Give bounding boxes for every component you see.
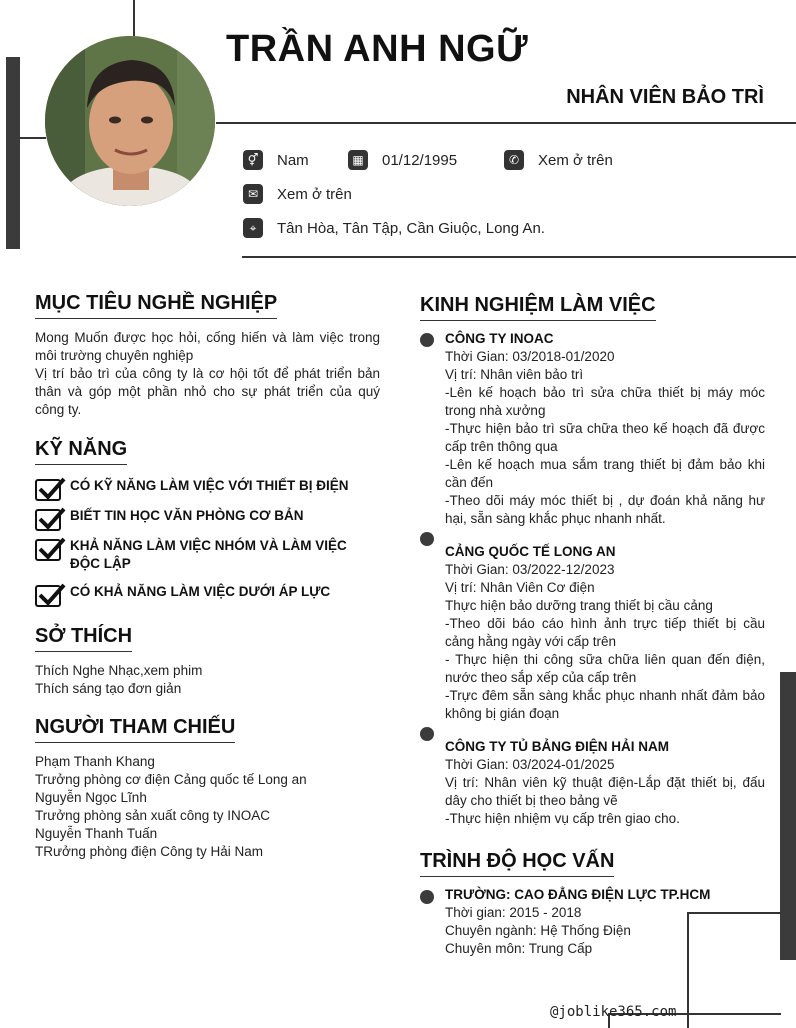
info-birthday xyxy=(348,150,457,170)
hobbies-section xyxy=(35,625,380,698)
job-line: Vị trí: Nhân viên kỹ thuật điện-Lắp đặt thiết bị, đấu dây cho thiết bị theo bảng vẽ xyxy=(445,775,765,808)
calendar-icon: ▦ xyxy=(348,150,368,170)
skill-item xyxy=(35,583,380,607)
email-value: Xem ở trên xyxy=(277,185,352,203)
experience-section xyxy=(420,294,656,321)
education-title: TRÌNH ĐỘ HỌC VẤN xyxy=(420,850,614,877)
job-line: Vị trí: Nhân viên bảo trì xyxy=(445,367,584,382)
education-school: TRƯỜNG: CAO ĐẲNG ĐIỆN LỰC TP.HCM xyxy=(445,887,711,902)
job-bullet xyxy=(420,727,434,741)
objective-title: MỤC TIÊU NGHỀ NGHIỆP xyxy=(35,292,277,319)
reference-line: Trưởng phòng cơ điện Cảng quốc tế Long an xyxy=(35,772,307,787)
info-gender xyxy=(243,150,309,170)
job-line: - Thực hiện thi công sữa chữa liên quan đến điện, nước theo sắp xếp của cấp trên xyxy=(445,652,765,685)
job-line: -Lên kế hoạch bảo trì sửa chữa thiết bị máy móc trong nhà xưởng xyxy=(445,385,765,418)
checkbox-checked-icon xyxy=(35,479,61,501)
top-vertical-line xyxy=(133,0,135,36)
info-phone xyxy=(504,150,613,170)
job-bullet xyxy=(420,532,434,546)
candidate-name: TRẦN ANH NGỮ xyxy=(226,28,529,70)
job-title: NHÂN VIÊN BẢO TRÌ xyxy=(566,86,764,108)
job-company: CÔNG TY TỦ BẢNG ĐIỆN HẢI NAM xyxy=(445,739,670,754)
job-line: -Lên kế hoạch mua sắm trang thiết bị đảm bảo khi cần đến xyxy=(445,457,765,490)
skill-label: CÓ KHẢ NĂNG LÀM VIỆC DƯỚI ÁP LỰC xyxy=(70,584,331,599)
skill-label: KHẢ NĂNG LÀM VIỆC NHÓM VÀ LÀM VIỆC ĐỘC LẬP xyxy=(70,538,347,571)
birthday-value: 01/12/1995 xyxy=(382,151,458,169)
reference-line: Nguyễn Ngọc Lĩnh xyxy=(35,790,147,805)
job-entry xyxy=(445,738,765,828)
left-accent-bar xyxy=(6,57,20,249)
job-line: -Trực đêm sẵn sàng khắc phục nhanh nhất đảm bảo không bị gián đoạn xyxy=(445,688,765,721)
info-address xyxy=(243,218,545,238)
job-company: CẢNG QUỐC TẾ LONG AN xyxy=(445,544,616,559)
job-bullet xyxy=(420,333,434,347)
job-line: Thời Gian: 03/2018-01/2020 xyxy=(445,349,615,364)
education-line: Chuyên môn: Trung Cấp xyxy=(445,941,593,956)
skill-label: BIẾT TIN HỌC VĂN PHÒNG CƠ BẢN xyxy=(70,508,304,523)
job-line: Vị trí: Nhân Viên Cơ điện xyxy=(445,580,595,595)
info-email xyxy=(243,184,352,204)
objective-text xyxy=(35,329,380,419)
job-line: -Thực hiện bảo trì sữa chữa theo kế hoạch đã được cấp trên thông qua xyxy=(445,421,765,454)
left-horizontal-line xyxy=(20,137,46,139)
reference-line: Phạm Thanh Khang xyxy=(35,754,155,769)
job-line: Thực hiện bảo dưỡng trang thiết bị cầu cảng xyxy=(445,598,713,613)
education-line: Chuyên ngành: Hệ Thống Điện xyxy=(445,923,631,938)
job-entry xyxy=(445,543,765,723)
skill-item xyxy=(35,537,380,573)
info-divider-line xyxy=(242,256,796,258)
skills-title: KỸ NĂNG xyxy=(35,438,127,465)
job-entry xyxy=(445,330,765,528)
education-entry xyxy=(445,886,765,958)
references-title: NGƯỜI THAM CHIẾU xyxy=(35,716,235,743)
avatar xyxy=(45,36,215,206)
checkbox-checked-icon xyxy=(35,585,61,607)
skills-section xyxy=(35,438,380,607)
header-divider-line xyxy=(216,122,796,124)
education-line: Thời gian: 2015 - 2018 xyxy=(445,905,582,920)
location-icon: ⌖ xyxy=(243,218,263,238)
gender-icon: ⚥ xyxy=(243,150,263,170)
education-section xyxy=(420,850,614,877)
watermark: @joblike365.com xyxy=(550,1004,677,1020)
hobby-item: Thích sáng tạo đơn giản xyxy=(35,681,182,696)
objective-line: Mong Muốn được học hỏi, cống hiến và làm việc trong môi trường chuyên nghiệp xyxy=(35,330,380,363)
avatar-portrait xyxy=(45,36,215,206)
experience-title: KINH NGHIỆM LÀM VIỆC xyxy=(420,294,656,321)
hobby-item: Thích Nghe Nhạc,xem phim xyxy=(35,663,203,678)
reference-line: TRưởng phòng điện Công ty Hải Nam xyxy=(35,844,264,859)
job-line: -Theo dõi báo cáo hình ảnh trực tiếp thiết bị cầu cảng hằng ngày với cấp trên xyxy=(445,616,765,649)
phone-value: Xem ở trên xyxy=(538,151,613,169)
references-section xyxy=(35,716,380,861)
job-line: -Theo dõi máy móc thiết bị , dự đoán khả năng hư hại, sẵn sàng khắc phục nhanh nhất. xyxy=(445,493,765,526)
job-line: Thời Gian: 03/2022-12/2023 xyxy=(445,562,615,577)
email-icon: ✉ xyxy=(243,184,263,204)
skill-label: CÓ KỸ NĂNG LÀM VIỆC VỚI THIẾT BỊ ĐIỆN xyxy=(70,478,349,493)
reference-line: Nguyễn Thanh Tuấn xyxy=(35,826,158,841)
skill-item xyxy=(35,507,380,531)
objective-section xyxy=(35,292,380,419)
reference-line: Trưởng phòng sản xuất công ty INOAC xyxy=(35,808,271,823)
gender-value: Nam xyxy=(277,151,309,169)
job-company: CÔNG TY INOAC xyxy=(445,331,554,346)
right-accent-bar xyxy=(780,672,796,960)
checkbox-checked-icon xyxy=(35,509,61,531)
phone-icon: ✆ xyxy=(504,150,524,170)
job-line: -Thực hiện nhiệm vụ cấp trên giao cho. xyxy=(445,811,680,826)
checkbox-checked-icon xyxy=(35,539,61,561)
address-value: Tân Hòa, Tân Tập, Cần Giuộc, Long An. xyxy=(277,219,545,237)
objective-line: Vị trí bảo trì của công ty là cơ hội tốt để phát triển bản thân và góp một phần nhỏ cho sự phát triển của quý công ty. xyxy=(35,366,380,417)
hobbies-title: SỞ THÍCH xyxy=(35,625,132,652)
skill-item xyxy=(35,477,380,501)
job-line: Thời Gian: 03/2024-01/2025 xyxy=(445,757,615,772)
education-bullet xyxy=(420,890,434,904)
